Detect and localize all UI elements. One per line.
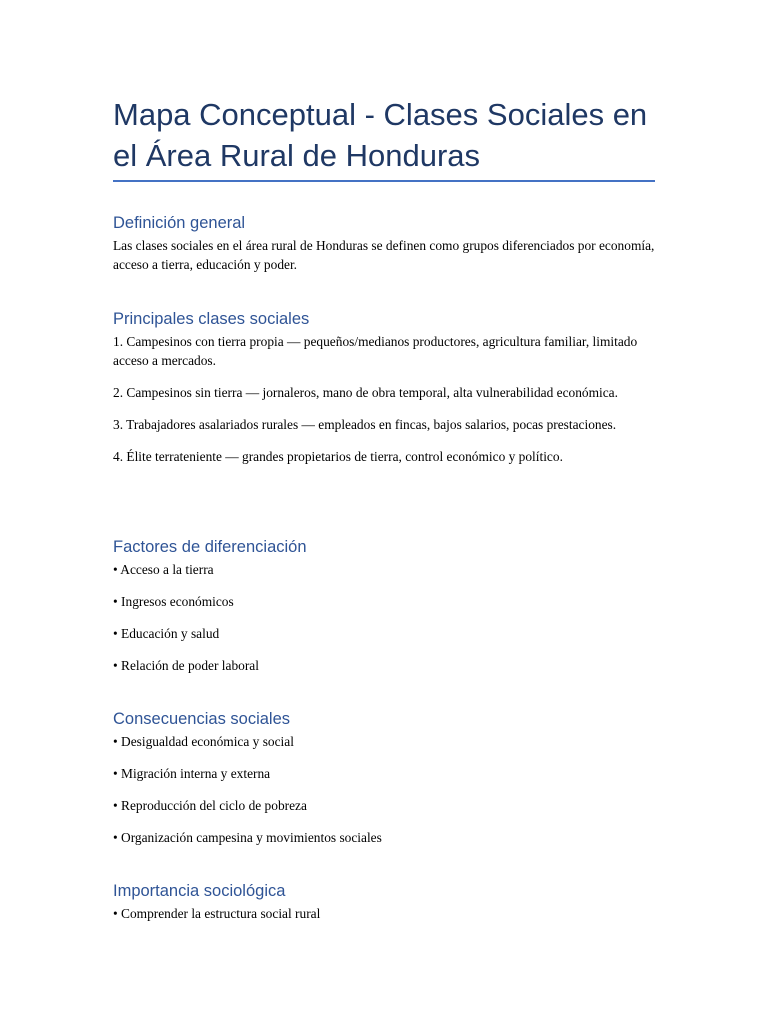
bullet-item: • Acceso a la tierra — [113, 562, 214, 577]
section-heading: Importancia sociológica — [113, 882, 286, 900]
section-heading: Factores de diferenciación — [113, 538, 307, 556]
section-importancia-sociologica — [113, 881, 655, 923]
section-heading: Principales clases sociales — [113, 310, 310, 328]
list-item: 3. Trabajadores asalariados rurales — empleados en fincas, bajos salarios, pocas prestaciones. — [113, 417, 617, 432]
title-underline — [113, 180, 655, 182]
bullet-item: • Reproducción del ciclo de pobreza — [113, 798, 307, 813]
section-heading: Consecuencias sociales — [113, 710, 291, 728]
bullet-item: • Relación de poder laboral — [113, 658, 259, 673]
section-definicion-general — [113, 213, 655, 274]
bullet-item: • Ingresos económicos — [113, 594, 234, 609]
section-heading: Definición general — [113, 214, 246, 232]
list-item: 1. Campesinos con tierra propia — pequeños/medianos productores, agricultura familiar, limitado acceso a mercados. — [113, 334, 638, 368]
paragraph: Las clases sociales en el área rural de Honduras se definen como grupos diferenciados por economía, acceso a tierra, educación y poder. — [113, 238, 655, 272]
list-item: 4. Élite terrateniente — grandes propietarios de tierra, control económico y político. — [113, 449, 563, 464]
section-factores-diferenciacion — [113, 537, 655, 675]
bullet-item: • Desigualdad económica y social — [113, 734, 294, 749]
bullet-item: • Migración interna y externa — [113, 766, 271, 781]
bullet-item: • Comprender la estructura social rural — [113, 906, 321, 921]
bullet-item: • Educación y salud — [113, 626, 220, 641]
list-item: 2. Campesinos sin tierra — jornaleros, mano de obra temporal, alta vulnerabilidad económica. — [113, 385, 618, 400]
bullet-item: • Organización campesina y movimientos sociales — [113, 830, 382, 845]
section-principales-clases — [113, 309, 655, 466]
section-consecuencias-sociales — [113, 709, 655, 847]
document-title: Mapa Conceptual - Clases Sociales en el Área Rural de Honduras — [113, 97, 648, 173]
